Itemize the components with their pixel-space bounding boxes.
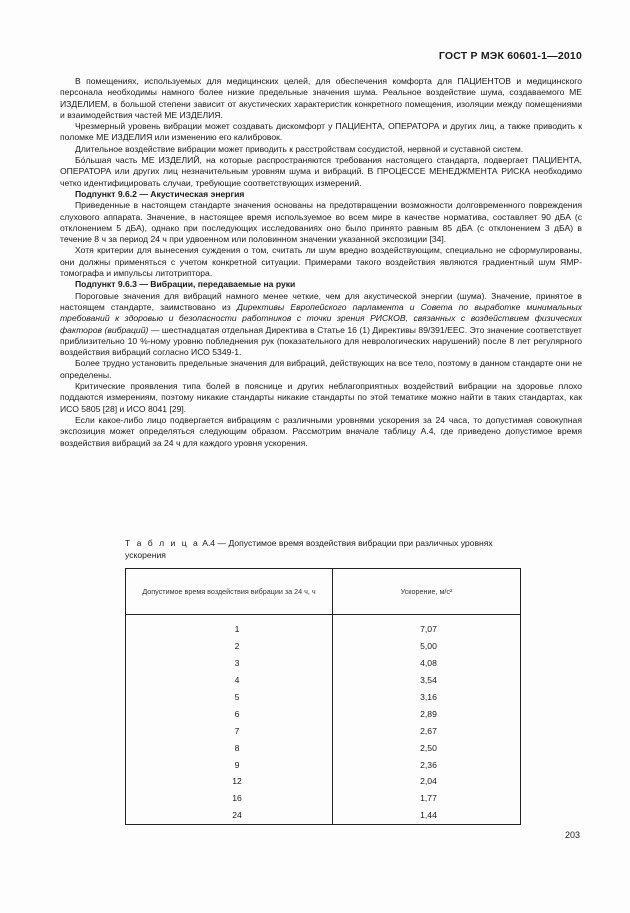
table-row bbox=[126, 672, 521, 689]
cell-acceleration: 2,04 bbox=[333, 773, 521, 790]
paragraph-part: Пороговые значения для вибраций намного менее четкие, чем для акустической энергии (шума). Значение, принятое в настоящем стандарте, заимствовано из bbox=[60, 290, 582, 312]
cell-acceleration: 2,89 bbox=[333, 705, 521, 722]
table-row bbox=[126, 756, 521, 773]
page-number: 203 bbox=[564, 830, 580, 840]
column-header-acceleration: Ускорение, м/с² bbox=[333, 569, 521, 615]
table-row bbox=[126, 739, 521, 756]
directive-title: Директивы Европейского парламента и Совета по выработке минимальных требований к здоровью и безопасности работников с точки зрения РИСКОВ, связанных с воздействием физических факторов (вибраций) bbox=[60, 301, 582, 335]
cell-time: 7 bbox=[126, 722, 333, 739]
cell-time: 2 bbox=[126, 638, 333, 655]
cell-time: 1 bbox=[126, 615, 333, 638]
cell-time: 4 bbox=[126, 672, 333, 689]
cell-time: 8 bbox=[126, 739, 333, 756]
paragraph: Длительное воздействие вибрации может приводить к расстройствам сосудистой, нервной и суставной систем. bbox=[75, 143, 524, 154]
column-header-time: Допустимое время воздействия вибрации за 24 ч, ч bbox=[126, 569, 333, 615]
subheading-9-6-3: Подпункт 9.6.3 — Вибрации, передаваемые на руки bbox=[75, 279, 296, 290]
paragraph: Хотя критерии для вынесения суждения о том, считать ли шум вредно воздействующим, специально не сформулированы, они должны применяться с учетом конкретной ситуации. Примерами такого воздействия являются градиентный шум ЯМР-томографа и импульсы литотриптора. bbox=[60, 245, 582, 279]
cell-time: 12 bbox=[126, 773, 333, 790]
paragraph: Критические проявления типа болей в пояснице и других неблагоприятных воздействий вибрации на здоровье плохо поддаются измерениям, поэтому никакие стандарты никакие стандарты по этой тематике можно найти в таких стандартах, как ИСО 5805 [28] и ИСО 8041 [29]. bbox=[60, 381, 582, 414]
table-caption-text: А.4 — Допустимое время воздействия вибрации при различных уровнях ускорения bbox=[125, 538, 493, 560]
table-caption-label: Т а б л и ц а bbox=[125, 538, 200, 548]
table-row bbox=[126, 689, 521, 706]
table-row bbox=[126, 722, 521, 739]
table-row bbox=[126, 807, 521, 824]
cell-acceleration: 2,50 bbox=[333, 739, 521, 756]
cell-acceleration: 7,07 bbox=[333, 615, 521, 638]
cell-acceleration: 4,08 bbox=[333, 655, 521, 672]
subheading-9-6-2: Подпункт 9.6.2 — Акустическая энергия bbox=[75, 188, 245, 199]
table-header-row bbox=[126, 569, 521, 615]
cell-acceleration: 3,16 bbox=[333, 689, 521, 706]
paragraph: Чрезмерный уровень вибрации может создавать дискомфорт у ПАЦИЕНТА, ОПЕРАТОРА и других лиц, а также приводить к поломке МЕ ИЗДЕЛИЯ или изменению его калибровок. bbox=[60, 121, 582, 143]
acceleration-table bbox=[125, 568, 521, 825]
cell-time: 3 bbox=[126, 655, 333, 672]
table-caption bbox=[125, 538, 525, 561]
paragraph-part: — шестнадцатая отдельная Директива в Статье 16 (1) Директивы 89/391/EEC. Это значение соответствует приблизительно 10 %-ному уровню побледнения рук (показательного для неврологических нарушений) после 8 лет регулярного воздействия вибраций согласно ИСО 5349-1. bbox=[60, 324, 582, 358]
table-row bbox=[126, 638, 521, 655]
table-row bbox=[126, 773, 521, 790]
table-row bbox=[126, 705, 521, 722]
cell-acceleration: 1,44 bbox=[333, 807, 521, 824]
table-row bbox=[126, 790, 521, 807]
cell-time: 5 bbox=[126, 689, 333, 706]
table-row bbox=[126, 615, 521, 638]
table-row bbox=[126, 655, 521, 672]
cell-time: 24 bbox=[126, 807, 333, 824]
paragraph: Приведенные в настоящем стандарте значения основаны на предотвращении возможности долговременного повреждения слухового аппарата. Значение, в настоящее время используемое во всем мире в качестве норматива, составляет 90 дБА (с отклонением 5 дБА), однако при последующих исследованиях оно было принято равным 85 дБА (с отклонением 3 дБА) в течение 8 ч за период 24 ч при удвоенном или половинном значении указанной экспозиции [34]. bbox=[60, 200, 582, 245]
cell-acceleration: 5,00 bbox=[333, 638, 521, 655]
document-code-header: ГОСТ Р МЭК 60601-1—2010 bbox=[438, 50, 582, 62]
cell-acceleration: 1,77 bbox=[333, 790, 521, 807]
body-text bbox=[60, 76, 582, 449]
cell-acceleration: 2,36 bbox=[333, 756, 521, 773]
cell-acceleration: 3,54 bbox=[333, 672, 521, 689]
cell-time: 6 bbox=[126, 705, 333, 722]
cell-time: 16 bbox=[126, 790, 333, 807]
paragraph: Если какое-либо лицо подвергается вибрациям с различными уровнями ускорения за 24 часа, то допустимая совокупная экспозиция может определяться следующим образом. Рассмотрим вначале таблицу А.4, где приведено допустимое время воздействия вибраций за 24 ч для каждого уровня ускорения. bbox=[60, 414, 582, 448]
paragraph: Бо́льшая часть МЕ ИЗДЕЛИЙ, на которые распространяются требования настоящего стандарта, подвергает ПАЦИЕНТА, ОПЕРАТОРА или других лиц незначительным уровням шума и вибраций. В ПРОЦЕССЕ МЕНЕДЖМЕНТА РИСКА необходимо четко идентифицировать случаи, требующие соответствующих измерений. bbox=[60, 155, 582, 188]
cell-acceleration: 2,67 bbox=[333, 722, 521, 739]
paragraph: Более трудно установить предельные значения для вибраций, действующих на все тело, поэтому в данном стандарте они не определены. bbox=[60, 358, 582, 380]
cell-time: 9 bbox=[126, 756, 333, 773]
paragraph-directive bbox=[60, 291, 582, 359]
paragraph: В помещениях, используемых для медицинских целей, для обеспечения комфорта для ПАЦИЕНТОВ и медицинского персонала необходимы намного более низкие предельные значения шума. Реальное воздействие шума, создаваемого МЕ ИЗДЕЛИЕМ, в большой степени зависит от акустических характеристик конкретного помещения, изоляции между помещениями и взаимодействия частей МЕ ИЗДЕЛИЯ. bbox=[60, 76, 582, 120]
